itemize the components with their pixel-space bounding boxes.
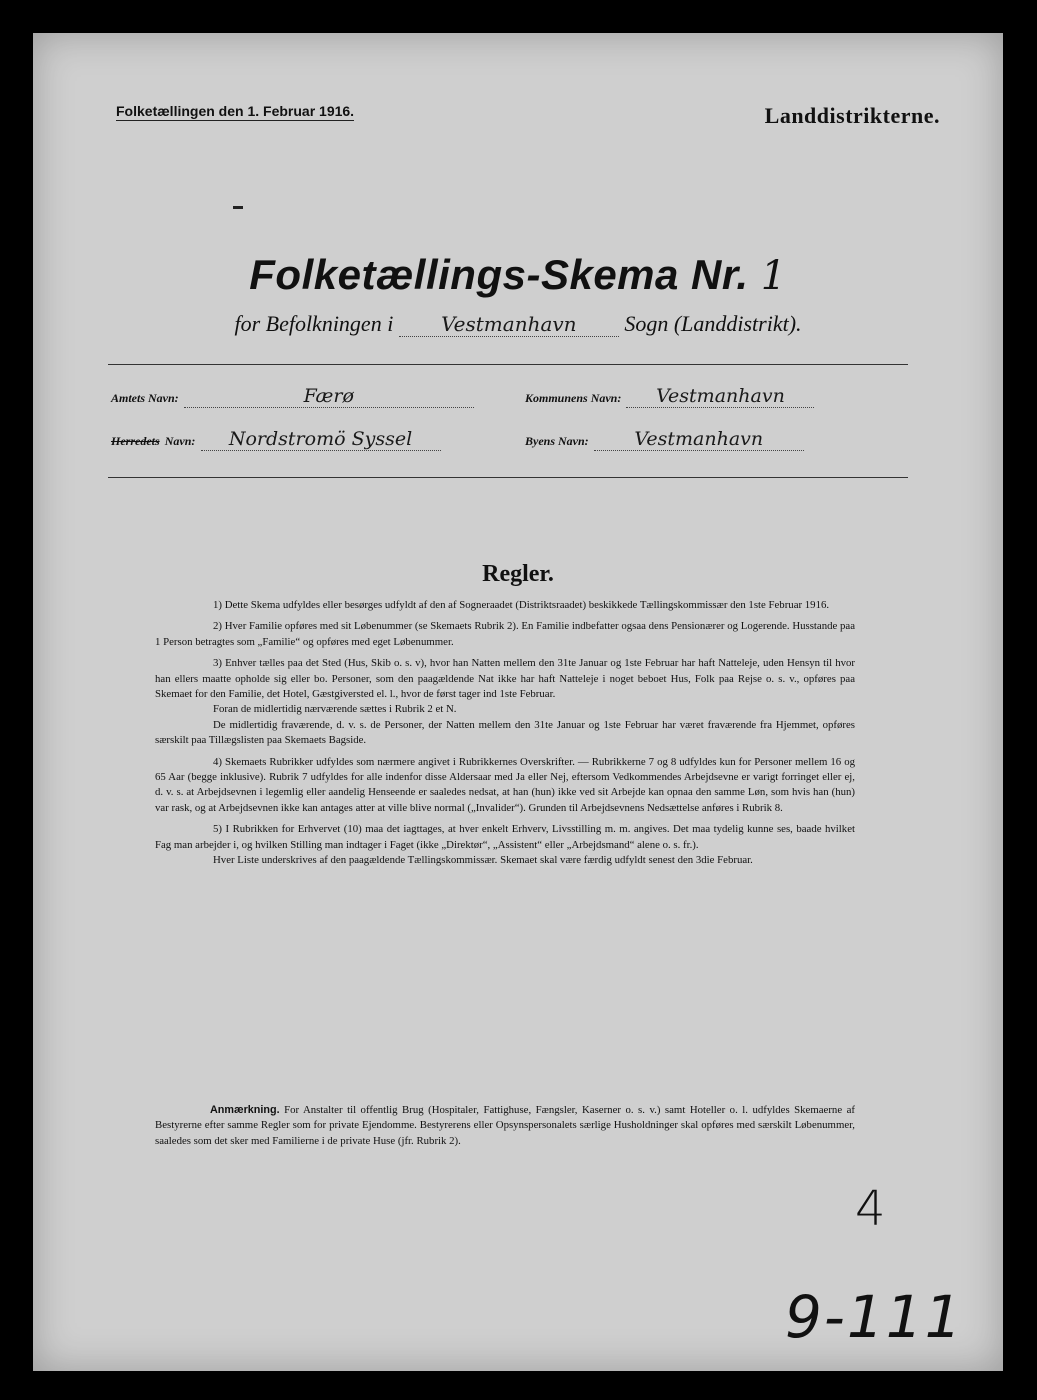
note-paragraph [155,1103,855,1149]
parish-name-handwritten: Vestmanhavn [399,312,619,337]
by-field [525,428,804,451]
rules-heading: Regler. [482,561,554,587]
rule-4: 4) Skemaets Rubrikker udfyldes som nærmere angivet i Rubrikkernes Overskrifter. — Rubrikkerne 7 og 8 udfyldes kun for Personer mellem 16 og 65 Aar (begge inklusive). Rubrik 7 udfyldes for alle indenfor disse Aldersaar med Ja eller Nej, eftersom Vedkommendes Arbejdsevne er varigt forringet eller ej, d. v. s. at Arbejdsevnen i legemlig eller aandelig Henseende er saaledes nedsat, at han (hun) ikke ved sit Arbejde kan opnaa den samme Løn, som hvis han (hun) var rask, og at Arbejdsevnen ikke kan antages atter at ville blive normal („Invalider“). Grunden til Arbejdsevnens Nedsættelse anføres i Rubrik 8. [155,755,855,814]
herred-value: Nordstromö Syssel [201,428,441,451]
subtitle-before: for Befolkningen i [234,311,394,336]
form-title [33,251,1003,299]
amt-field [111,385,474,408]
amt-value: Færø [184,385,474,408]
rules-text [155,598,855,875]
top-divider [108,364,908,365]
by-label: Byens Navn: [525,434,589,448]
kommune-label: Kommunens Navn: [525,391,622,405]
form-number-handwritten: 1 [760,253,787,299]
herred-field [111,428,441,451]
kommune-field [525,385,814,408]
census-date-header: Folketællingen den 1. Februar 1916. [116,103,355,119]
handwritten-reference: 9-111 [785,1283,964,1351]
rule-3: 3) Enhver tælles paa det Sted (Hus, Skib o. s. v), hvor han Natten mellem den 31te Januar og 1ste Februar har haft Natteleje, uden Hensyn til hvor han ellers maatte opholde sig eller bo. Personer, som den paagældende Nat ikke har haft Natteleje i noget beboet Hus, Folk paa Rejse o. s. v., opføres paa Skemaet for den Familie, det Hotel, Gæstgiversted el. l., hvor de først tager ind 1ste Februar. [155,657,855,701]
rule-1: 1) Dette Skema udfyldes eller besørges udfyldt af den af Sogneraadet (Distriktsraadet) beskikkede Tællingskommissær den 1ste Februar 1916. [213,599,830,611]
amt-label: Amtets Navn: [111,391,179,405]
form-title-prefix: Folketællings-Skema Nr. [249,251,749,298]
form-subtitle [33,311,1003,337]
district-type-header: Landdistrikterne. [764,103,940,128]
bottom-divider [108,477,908,478]
census-form-page [33,33,1003,1371]
note-text: For Anstalter til offentlig Brug (Hospitaler, Fattighuse, Fængsler, Kaserner o. s. v.) samt Hoteller o. l. udfyldes Skemaerne af Bestyrerne efter samme Regler som for private Ejendomme. Bestyrerens eller Opsynspersonalets særlige Husholdninger skal opføres med særskilt Løbenummer, saaledes som det sker med Familierne i de private Huse (jfr. Rubrik 2). [155,1104,855,1147]
subtitle-after: Sogn (Landdistrikt). [624,311,802,336]
herred-label: Navn: [164,434,196,448]
mark [233,206,243,209]
kommune-value: Vestmanhavn [626,385,814,408]
herred-struck-label: Herredets [111,434,160,448]
rule-2: 2) Hver Familie opføres med sit Løbenummer (se Skemaets Rubrik 2). En Familie indbefatter ogsaa dens Pensionærer og Logerende. Husstande paa 1 Person betragtes som „Familie“ og opføres med eget Løbenummer. [155,620,855,648]
by-value: Vestmanhavn [594,428,804,451]
rule-3-temporary-absent: De midlertidig fraværende, d. v. s. de Personer, der Natten mellem den 31te Januar og 1ste Februar har været fraværende fra Hjemmet, opføres særskilt paa Tillægslisten paa Skemaets Bagside. [155,718,855,747]
rule-5-signature: Hver Liste underskrives af den paagældende Tællingskommissær. Skemaet skal være færdig udfyldt senest den 3die Februar. [213,854,753,867]
rule-3-temporary-present: Foran de midlertidig nærværende sættes i Rubrik 2 et N. [213,703,457,716]
note-label: Anmærkning. [210,1104,280,1116]
rule-5: 5) I Rubrikken for Erhvervet (10) maa det iagttages, at hver enkelt Erhverv, Livsstilling m. m. angives. Det maa tydelig kunne ses, baade hvilket Fag man arbejder i, og hvilken Stilling man indtager i Faget (ikke „Direktør“, „Assistent“ eller „Arbejdsmand“ alene o. s. fr.). [155,823,855,851]
handwritten-corner-number: 4 [855,1181,886,1237]
